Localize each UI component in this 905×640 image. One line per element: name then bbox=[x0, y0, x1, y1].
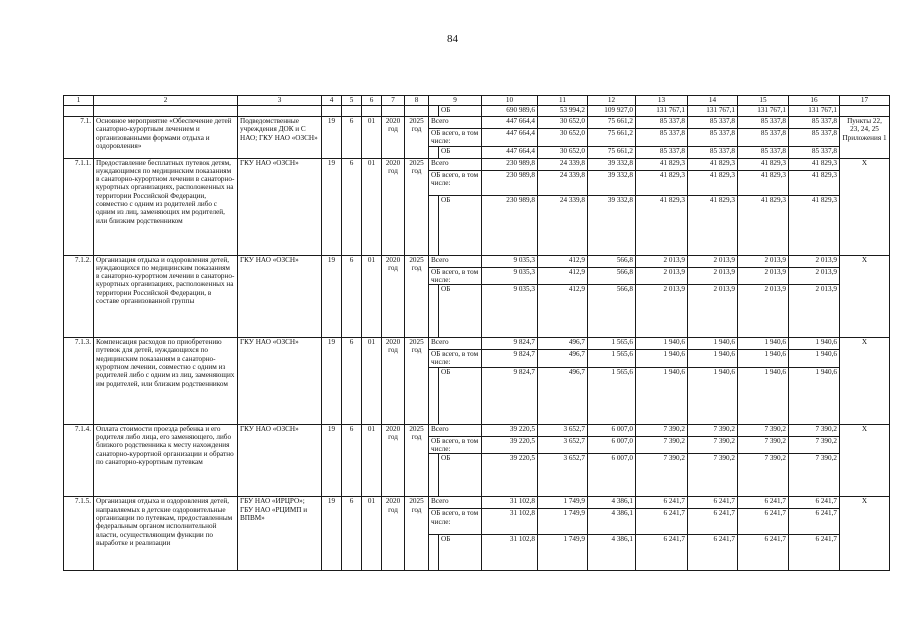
amount-cell: 39 220,5 bbox=[482, 436, 538, 454]
header-cell: 15 bbox=[738, 96, 789, 106]
amount-cell: 39 220,5 bbox=[482, 424, 538, 436]
amount-cell: 412,9 bbox=[538, 267, 588, 285]
amount-cell: 6 241,7 bbox=[636, 535, 688, 571]
measure-name: Компенсация расходов по приобретению путевок для детей, нуждающихся по медицинским показаниям в санаторно-курортном лечении, совместно с одним из родителей либо с одним из лиц, заменяющих им родителей, или близким родственником bbox=[94, 338, 238, 425]
amount-cell: 85 337,8 bbox=[688, 117, 738, 129]
empty-cell bbox=[322, 106, 342, 117]
amount-cell: 39 332,8 bbox=[588, 158, 636, 170]
reference-cell: X bbox=[840, 424, 890, 497]
reference-cell: X bbox=[840, 255, 890, 338]
funding-label-ob-including: ОБ всего, в том числе: bbox=[429, 170, 482, 195]
amount-cell: 85 337,8 bbox=[636, 117, 688, 129]
code-cell: 01 bbox=[362, 158, 382, 255]
amount-cell: 2 013,9 bbox=[636, 285, 688, 338]
amount-cell: 41 829,3 bbox=[688, 195, 738, 255]
measure-name: Организация отдыха и оздоровления детей, нуждающихся по медицинским показаниям в санаторно-курортном лечении в санаторно-курортных организациях, расположенных на территории Российской Федерации, в составе организованной группы bbox=[94, 255, 238, 338]
amount-cell: 53 994,2 bbox=[538, 106, 588, 117]
funding-label-ob: ОБ bbox=[439, 285, 482, 338]
amount-cell: 41 829,3 bbox=[688, 170, 738, 195]
code-cell: 6 bbox=[342, 338, 362, 425]
measure-executor: ГКУ НАО «ОЗСН» bbox=[238, 255, 322, 338]
amount-cell: 1 940,6 bbox=[738, 367, 789, 424]
amount-cell: 85 337,8 bbox=[789, 129, 840, 147]
code-cell: 6 bbox=[342, 424, 362, 497]
code-cell: 6 bbox=[342, 117, 362, 159]
empty-cell bbox=[405, 106, 429, 117]
amount-cell: 7 390,2 bbox=[636, 424, 688, 436]
amount-cell: 41 829,3 bbox=[789, 170, 840, 195]
amount-cell: 41 829,3 bbox=[738, 170, 789, 195]
amount-cell: 7 390,2 bbox=[636, 436, 688, 454]
amount-cell: 2 013,9 bbox=[688, 255, 738, 267]
funding-label-total: Всего bbox=[429, 424, 482, 436]
amount-cell: 85 337,8 bbox=[738, 129, 789, 147]
header-row bbox=[64, 96, 890, 106]
funding-label-ob-including: ОБ всего, в том числе: bbox=[429, 436, 482, 454]
amount-cell: 2 013,9 bbox=[789, 285, 840, 338]
empty-cell bbox=[64, 106, 94, 117]
funding-label-ob-including: ОБ всего, в том числе: bbox=[429, 350, 482, 368]
header-cell: 8 bbox=[405, 96, 429, 106]
amount-cell: 9 824,7 bbox=[482, 367, 538, 424]
amount-cell: 39 332,8 bbox=[588, 195, 636, 255]
header-cell: 3 bbox=[238, 96, 322, 106]
empty-cell bbox=[429, 195, 439, 255]
amount-cell: 6 007,0 bbox=[588, 424, 636, 436]
start-year-unit: год bbox=[388, 505, 398, 514]
funding-label-total: Всего bbox=[429, 338, 482, 350]
amount-cell: 131 767,1 bbox=[789, 106, 840, 117]
code-cell: 19 bbox=[322, 117, 342, 159]
start-year-unit: год bbox=[388, 346, 398, 355]
header-cell: 17 bbox=[840, 96, 890, 106]
code-cell: 01 bbox=[362, 338, 382, 425]
code-cell: 01 bbox=[362, 117, 382, 159]
header-cell: 5 bbox=[342, 96, 362, 106]
amount-cell: 1 749,9 bbox=[538, 535, 588, 571]
amount-cell: 6 007,0 bbox=[588, 454, 636, 497]
code-cell: 01 bbox=[362, 424, 382, 497]
amount-cell: 31 102,8 bbox=[482, 535, 538, 571]
amount-cell: 1 940,6 bbox=[738, 350, 789, 368]
header-cell: 10 bbox=[482, 96, 538, 106]
amount-cell: 2 013,9 bbox=[636, 267, 688, 285]
amount-cell: 131 767,1 bbox=[738, 106, 789, 117]
amount-cell: 75 661,2 bbox=[588, 129, 636, 147]
start-year-cell bbox=[382, 117, 405, 159]
amount-cell: 1 940,6 bbox=[636, 338, 688, 350]
measure-row bbox=[64, 117, 890, 129]
measure-id: 7.1. bbox=[64, 117, 94, 159]
amount-cell: 9 824,7 bbox=[482, 338, 538, 350]
reference-cell: X bbox=[840, 338, 890, 425]
amount-cell: 9 035,3 bbox=[482, 255, 538, 267]
amount-cell: 24 339,8 bbox=[538, 170, 588, 195]
header-cell: 6 bbox=[362, 96, 382, 106]
measure-id: 7.1.2. bbox=[64, 255, 94, 338]
header-cell: 13 bbox=[636, 96, 688, 106]
end-year-cell bbox=[405, 338, 429, 425]
amount-cell: 7 390,2 bbox=[688, 424, 738, 436]
amount-cell: 1 749,9 bbox=[538, 509, 588, 535]
measure-executor: ГКУ НАО «ОЗСН» bbox=[238, 158, 322, 255]
end-year-unit: год bbox=[411, 166, 422, 175]
amount-cell: 447 664,4 bbox=[482, 129, 538, 147]
code-cell: 19 bbox=[322, 158, 342, 255]
amount-cell: 6 241,7 bbox=[688, 535, 738, 571]
amount-cell: 1 940,6 bbox=[688, 338, 738, 350]
start-year: 2020 bbox=[385, 424, 401, 433]
code-cell: 19 bbox=[322, 338, 342, 425]
measure-name: Оплата стоимости проезда ребенка и его родителя либо лица, его заменяющего, либо близкого родственника к месту нахождения санаторно-курортной организации и обратно по санаторно-курортным путевкам bbox=[94, 424, 238, 497]
funding-label-total: Всего bbox=[429, 117, 482, 129]
amount-cell: 2 013,9 bbox=[738, 267, 789, 285]
measure-id: 7.1.5. bbox=[64, 497, 94, 571]
amount-cell: 24 339,8 bbox=[538, 158, 588, 170]
amount-cell: 131 767,1 bbox=[636, 106, 688, 117]
empty-cell bbox=[382, 106, 405, 117]
amount-cell: 1 565,6 bbox=[588, 350, 636, 368]
amount-cell: 75 661,2 bbox=[588, 117, 636, 129]
measure-row bbox=[64, 338, 890, 350]
empty-cell bbox=[429, 106, 439, 117]
amount-cell: 6 241,7 bbox=[738, 497, 789, 509]
start-year-cell bbox=[382, 338, 405, 425]
amount-cell: 1 940,6 bbox=[789, 367, 840, 424]
start-year: 2020 bbox=[385, 117, 401, 125]
amount-cell: 1 940,6 bbox=[636, 367, 688, 424]
amount-cell: 7 390,2 bbox=[636, 454, 688, 497]
amount-cell: 6 241,7 bbox=[738, 509, 789, 535]
end-year-unit: год bbox=[411, 263, 422, 272]
page-number: 84 bbox=[447, 33, 458, 45]
amount-cell: 7 390,2 bbox=[738, 424, 789, 436]
empty-cell bbox=[429, 146, 439, 158]
amount-cell: 75 661,2 bbox=[588, 146, 636, 158]
measure-id: 7.1.4. bbox=[64, 424, 94, 497]
amount-cell: 7 390,2 bbox=[789, 436, 840, 454]
amount-cell: 85 337,8 bbox=[688, 129, 738, 147]
amount-cell: 7 390,2 bbox=[789, 424, 840, 436]
measure-row bbox=[64, 158, 890, 170]
start-year-unit: год bbox=[388, 166, 398, 175]
funding-label-ob: ОБ bbox=[439, 454, 482, 497]
end-year-unit: год bbox=[411, 125, 422, 134]
amount-cell: 6 241,7 bbox=[789, 509, 840, 535]
amount-cell: 3 652,7 bbox=[538, 436, 588, 454]
top-ob-row bbox=[64, 106, 890, 117]
amount-cell: 1 940,6 bbox=[789, 350, 840, 368]
header-cell: 11 bbox=[538, 96, 588, 106]
amount-cell: 109 927,0 bbox=[588, 106, 636, 117]
code-cell: 6 bbox=[342, 158, 362, 255]
amount-cell: 6 007,0 bbox=[588, 436, 636, 454]
reference-cell: X bbox=[840, 158, 890, 255]
measure-row bbox=[64, 424, 890, 436]
header-cell: 1 bbox=[64, 96, 94, 106]
code-cell: 01 bbox=[362, 497, 382, 571]
amount-cell: 2 013,9 bbox=[789, 255, 840, 267]
amount-cell: 1 940,6 bbox=[688, 350, 738, 368]
amount-cell: 41 829,3 bbox=[636, 158, 688, 170]
end-year-unit: год bbox=[411, 346, 422, 355]
end-year-unit: год bbox=[411, 505, 422, 514]
start-year-cell bbox=[382, 255, 405, 338]
amount-cell: 41 829,3 bbox=[636, 195, 688, 255]
code-cell: 6 bbox=[342, 497, 362, 571]
amount-cell: 412,9 bbox=[538, 255, 588, 267]
amount-cell: 496,7 bbox=[538, 338, 588, 350]
empty-cell bbox=[429, 454, 439, 497]
measure-row bbox=[64, 255, 890, 267]
measure-name: Предоставление бесплатных путевок детям, нуждающимся по медицинским показаниям в санаторно-курортном лечении в санаторно-курортных организациях, расположенных на территории Российской Федерации, совместно с одним из родителей либо с одним из лиц, заменяющих им родителей, или близким родственником bbox=[94, 158, 238, 255]
amount-cell: 566,8 bbox=[588, 267, 636, 285]
amount-cell: 496,7 bbox=[538, 367, 588, 424]
amount-cell: 3 652,7 bbox=[538, 424, 588, 436]
funding-label-ob-including: ОБ всего, в том числе: bbox=[429, 129, 482, 147]
amount-cell: 6 241,7 bbox=[688, 497, 738, 509]
amount-cell: 447 664,4 bbox=[482, 146, 538, 158]
amount-cell: 41 829,3 bbox=[738, 158, 789, 170]
amount-cell: 6 241,7 bbox=[738, 535, 789, 571]
end-year: 2025 bbox=[409, 338, 424, 347]
end-year: 2025 bbox=[409, 255, 424, 264]
code-cell: 19 bbox=[322, 255, 342, 338]
end-year-cell bbox=[405, 158, 429, 255]
amount-cell: 1 749,9 bbox=[538, 497, 588, 509]
amount-cell: 2 013,9 bbox=[738, 285, 789, 338]
header-cell: 7 bbox=[382, 96, 405, 106]
funding-label-total: Всего bbox=[429, 158, 482, 170]
amount-cell: 39 220,5 bbox=[482, 454, 538, 497]
amount-cell: 447 664,4 bbox=[482, 117, 538, 129]
code-cell: 19 bbox=[322, 424, 342, 497]
funding-label-ob-including: ОБ всего, в том числе: bbox=[429, 509, 482, 535]
end-year: 2025 bbox=[409, 158, 424, 167]
measure-row bbox=[64, 497, 890, 509]
end-year: 2025 bbox=[409, 424, 424, 433]
funding-label-ob: ОБ bbox=[439, 195, 482, 255]
amount-cell: 1 565,6 bbox=[588, 367, 636, 424]
start-year-cell bbox=[382, 497, 405, 571]
amount-cell: 496,7 bbox=[538, 350, 588, 368]
measure-name: Организация отдыха и оздоровления детей, направляемых в детские оздоровительные организации по путевкам, предоставленным федеральным органом исполнительной власти, осуществляющим функции по выработке и реализации bbox=[94, 497, 238, 571]
header-cell: 12 bbox=[588, 96, 636, 106]
amount-cell: 41 829,3 bbox=[738, 195, 789, 255]
start-year: 2020 bbox=[385, 497, 401, 506]
end-year: 2025 bbox=[409, 497, 424, 506]
amount-cell: 2 013,9 bbox=[688, 267, 738, 285]
empty-cell bbox=[342, 106, 362, 117]
amount-cell: 2 013,9 bbox=[636, 255, 688, 267]
empty-cell bbox=[429, 367, 439, 424]
amount-cell: 230 989,8 bbox=[482, 195, 538, 255]
code-cell: 01 bbox=[362, 255, 382, 338]
amount-cell: 6 241,7 bbox=[688, 509, 738, 535]
amount-cell: 6 241,7 bbox=[789, 497, 840, 509]
amount-cell: 41 829,3 bbox=[636, 170, 688, 195]
amount-cell: 30 652,0 bbox=[538, 117, 588, 129]
amount-cell: 85 337,8 bbox=[789, 117, 840, 129]
amount-cell: 7 390,2 bbox=[688, 436, 738, 454]
header-cell: 16 bbox=[789, 96, 840, 106]
amount-cell: 6 241,7 bbox=[636, 509, 688, 535]
empty-cell bbox=[362, 106, 382, 117]
empty-cell bbox=[238, 106, 322, 117]
empty-cell bbox=[429, 285, 439, 338]
funding-label-total: Всего bbox=[429, 255, 482, 267]
reference-cell: X bbox=[840, 497, 890, 571]
amount-cell: 1 565,6 bbox=[588, 338, 636, 350]
amount-cell: 6 241,7 bbox=[789, 535, 840, 571]
amount-cell: 3 652,7 bbox=[538, 454, 588, 497]
end-year-cell bbox=[405, 424, 429, 497]
start-year-unit: год bbox=[388, 263, 398, 272]
amount-cell: 230 989,8 bbox=[482, 158, 538, 170]
measure-name: Основное мероприятие «Обеспечение детей санаторно-курортным лечением и организованными формами отдыха и оздоровления» bbox=[94, 117, 238, 159]
measure-executor: Подведомственные учреждения ДОК и С НАО; ГКУ НАО «ОЗСН» bbox=[238, 117, 322, 159]
amount-cell: 85 337,8 bbox=[738, 146, 789, 158]
empty-cell bbox=[840, 106, 890, 117]
amount-cell: 566,8 bbox=[588, 285, 636, 338]
amount-cell: 4 386,1 bbox=[588, 509, 636, 535]
funding-label: ОБ bbox=[439, 106, 482, 117]
amount-cell: 9 824,7 bbox=[482, 350, 538, 368]
header-cell: 14 bbox=[688, 96, 738, 106]
code-cell: 19 bbox=[322, 497, 342, 571]
amount-cell: 24 339,8 bbox=[538, 195, 588, 255]
amount-cell: 41 829,3 bbox=[789, 195, 840, 255]
amount-cell: 2 013,9 bbox=[789, 267, 840, 285]
amount-cell: 41 829,3 bbox=[688, 158, 738, 170]
end-year-cell bbox=[405, 255, 429, 338]
amount-cell: 7 390,2 bbox=[688, 454, 738, 497]
amount-cell: 85 337,8 bbox=[636, 146, 688, 158]
measure-executor: ГКУ НАО «ОЗСН» bbox=[238, 338, 322, 425]
start-year: 2020 bbox=[385, 158, 401, 167]
measure-id: 7.1.1. bbox=[64, 158, 94, 255]
amount-cell: 41 829,3 bbox=[789, 158, 840, 170]
amount-cell: 85 337,8 bbox=[738, 117, 789, 129]
end-year: 2025 bbox=[409, 117, 424, 125]
header-cell: 4 bbox=[322, 96, 342, 106]
amount-cell: 131 767,1 bbox=[688, 106, 738, 117]
amount-cell: 30 652,0 bbox=[538, 146, 588, 158]
measure-executor: ГБУ НАО «ИРЦРО»; ГБУ НАО «РЦИМП и ВПВМ» bbox=[238, 497, 322, 571]
amount-cell: 39 332,8 bbox=[588, 170, 636, 195]
end-year-cell bbox=[405, 117, 429, 159]
amount-cell: 2 013,9 bbox=[738, 255, 789, 267]
amount-cell: 31 102,8 bbox=[482, 497, 538, 509]
amount-cell: 9 035,3 bbox=[482, 267, 538, 285]
amount-cell: 4 386,1 bbox=[588, 535, 636, 571]
amount-cell: 1 940,6 bbox=[789, 338, 840, 350]
start-year: 2020 bbox=[385, 255, 401, 264]
amount-cell: 2 013,9 bbox=[688, 285, 738, 338]
start-year-cell bbox=[382, 158, 405, 255]
funding-label-ob-including: ОБ всего, в том числе: bbox=[429, 267, 482, 285]
reference-cell: Пункты 22, 23, 24, 25 Приложения 1 bbox=[840, 117, 890, 159]
header-cell: 2 bbox=[94, 96, 238, 106]
amount-cell: 566,8 bbox=[588, 255, 636, 267]
amount-cell: 31 102,8 bbox=[482, 509, 538, 535]
amount-cell: 690 989,6 bbox=[482, 106, 538, 117]
funding-label-total: Всего bbox=[429, 497, 482, 509]
start-year-unit: год bbox=[388, 125, 398, 134]
amount-cell: 9 035,3 bbox=[482, 285, 538, 338]
amount-cell: 230 989,8 bbox=[482, 170, 538, 195]
empty-cell bbox=[94, 106, 238, 117]
code-cell: 6 bbox=[342, 255, 362, 338]
amount-cell: 4 386,1 bbox=[588, 497, 636, 509]
amount-cell: 7 390,2 bbox=[738, 436, 789, 454]
funding-label-ob: ОБ bbox=[439, 367, 482, 424]
end-year-unit: год bbox=[411, 433, 422, 442]
amount-cell: 7 390,2 bbox=[789, 454, 840, 497]
amount-cell: 412,9 bbox=[538, 285, 588, 338]
measure-id: 7.1.3. bbox=[64, 338, 94, 425]
amount-cell: 1 940,6 bbox=[688, 367, 738, 424]
start-year-cell bbox=[382, 424, 405, 497]
amount-cell: 30 652,0 bbox=[538, 129, 588, 147]
header-cell: 9 bbox=[429, 96, 482, 106]
amount-cell: 85 337,8 bbox=[688, 146, 738, 158]
amount-cell: 1 940,6 bbox=[738, 338, 789, 350]
amount-cell: 1 940,6 bbox=[636, 350, 688, 368]
amount-cell: 7 390,2 bbox=[738, 454, 789, 497]
amount-cell: 85 337,8 bbox=[636, 129, 688, 147]
funding-label-ob: ОБ bbox=[439, 535, 482, 571]
amount-cell: 6 241,7 bbox=[636, 497, 688, 509]
funding-label-ob: ОБ bbox=[439, 146, 482, 158]
amount-cell: 85 337,8 bbox=[789, 146, 840, 158]
end-year-cell bbox=[405, 497, 429, 571]
start-year-unit: год bbox=[388, 433, 398, 442]
start-year: 2020 bbox=[385, 338, 401, 347]
budget-table bbox=[63, 95, 890, 571]
measure-executor: ГКУ НАО «ОЗСН» bbox=[238, 424, 322, 497]
empty-cell bbox=[429, 535, 439, 571]
